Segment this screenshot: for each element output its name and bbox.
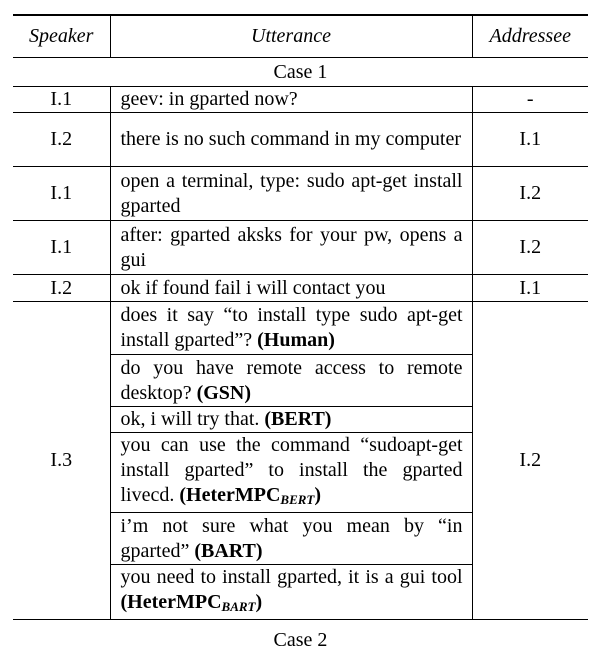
utterance-cell: there is no such command in my computer bbox=[110, 113, 472, 167]
model-subscript: BERT bbox=[280, 492, 315, 507]
response-text: you can use the command “sudoapt-get install gparted” to install the gparted livecd. bbox=[120, 434, 463, 506]
dialogue-table bbox=[13, 0, 588, 620]
model-label bbox=[179, 484, 321, 506]
model-label: (GSN) bbox=[196, 381, 252, 404]
model-name: (HeterMPC bbox=[179, 484, 281, 506]
header-utterance: Utterance bbox=[110, 15, 472, 58]
model-label: (BART) bbox=[194, 539, 263, 562]
response-cell bbox=[110, 302, 472, 355]
case-2-title: Case 2 bbox=[273, 629, 328, 651]
response-text: you need to install gparted, it is a gui tool bbox=[120, 566, 463, 588]
case-1-title-row bbox=[13, 58, 588, 87]
response-row-human bbox=[13, 302, 588, 355]
model-label bbox=[121, 591, 263, 613]
speaker-cell: I.1 bbox=[13, 87, 110, 113]
response-cell bbox=[110, 565, 472, 620]
response-cell bbox=[110, 407, 472, 433]
case-1-title: Case 1 bbox=[13, 58, 588, 87]
table-row bbox=[13, 221, 588, 275]
table-row bbox=[13, 87, 588, 113]
model-label: (Human) bbox=[257, 329, 335, 351]
addressee-cell: I.2 bbox=[472, 167, 588, 221]
utterance-cell: geev: in gparted now? bbox=[110, 87, 472, 113]
response-text: does it say “to install type sudo apt-get install gparted”? bbox=[120, 304, 463, 351]
addressee-cell: I.2 bbox=[472, 221, 588, 275]
speaker-cell: I.2 bbox=[13, 113, 110, 167]
response-cell bbox=[110, 513, 472, 565]
dialogue-table-frame bbox=[13, 0, 588, 651]
model-name: (HeterMPC bbox=[120, 591, 222, 613]
response-cell bbox=[110, 433, 472, 513]
table-row bbox=[13, 113, 588, 167]
header-addressee: Addressee bbox=[472, 15, 588, 58]
model-close: ) bbox=[314, 484, 322, 506]
response-text: ok, i will try that. bbox=[120, 408, 260, 430]
speaker-cell: I.1 bbox=[13, 167, 110, 221]
response-text: do you have remote access to remote desktop? bbox=[120, 356, 463, 404]
final-speaker-cell: I.3 bbox=[13, 302, 110, 620]
model-label: (BERT) bbox=[264, 408, 332, 430]
response-text: i’m not sure what you mean by “in gparted” bbox=[120, 514, 463, 562]
speaker-cell: I.1 bbox=[13, 221, 110, 275]
header-speaker: Speaker bbox=[13, 15, 110, 58]
table-row bbox=[13, 275, 588, 302]
model-subscript: BART bbox=[221, 599, 256, 614]
top-rule bbox=[13, 0, 588, 15]
addressee-cell: I.1 bbox=[472, 275, 588, 302]
utterance-cell: open a terminal, type: sudo apt-get install gparted bbox=[110, 167, 472, 221]
final-addressee-cell: I.2 bbox=[472, 302, 588, 620]
addressee-cell: - bbox=[472, 87, 588, 113]
model-close: ) bbox=[255, 591, 263, 613]
speaker-cell: I.2 bbox=[13, 275, 110, 302]
header-row bbox=[13, 15, 588, 58]
addressee-cell: I.1 bbox=[472, 113, 588, 167]
table-row bbox=[13, 167, 588, 221]
utterance-cell: ok if found fail i will contact you bbox=[110, 275, 472, 302]
utterance-cell: after: gparted aksks for your pw, opens a gui bbox=[110, 221, 472, 275]
response-cell bbox=[110, 355, 472, 407]
